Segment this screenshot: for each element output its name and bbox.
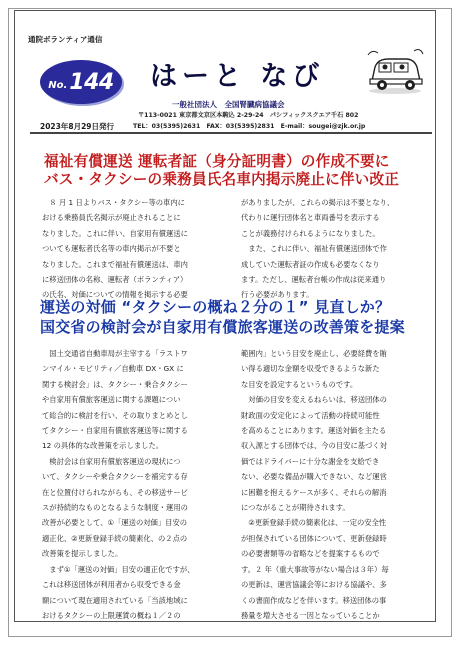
text-line: くの書面作成などを伴います。移送団体の事: [241, 595, 387, 605]
text-line: てタクシー・自家用有償旅客運送等に関する: [42, 426, 188, 436]
text-line: 在と位置付けられながらも、その移送サービ: [42, 487, 188, 497]
text-line: また、これに伴い、福祉有償運送団体で作: [241, 244, 387, 254]
text-line: 国土交通省自動車局が主宰する「ラストワ: [42, 349, 188, 358]
text-line: 検討会は自家用有償旅客運送の現状につ: [42, 456, 181, 466]
text-line: ンマイル・モビリティ／自動車 DX・GX に: [42, 364, 184, 374]
article2-headline-2: 国交省の検討会が自家用有償旅客運送の改善策を提案: [40, 318, 405, 336]
text-line: 収入源とする団体では、今の目安に基づく対: [241, 441, 387, 451]
text-line: なりました。これに伴い、自家用有償運送に: [42, 228, 188, 238]
text-line: に移送団体の名称、運転者（ボランティア）: [42, 275, 188, 285]
text-line: が担保されている団体について、更新登録時: [241, 533, 387, 543]
text-line: 対価の目安を変えるねらいは、移送団体の: [241, 395, 387, 405]
organization-name: 一般社団法人 全国腎臓病協議会: [172, 100, 285, 109]
text-line: 価ではドライバーに十分な謝金を支給でき: [241, 456, 380, 466]
text-line: の更新は、運営協議会等における協議や、多: [241, 580, 387, 590]
text-line: ②更新登録手続の簡素化は、一定の安全性: [241, 518, 387, 528]
text-line: 額について現在適用されている「当該地域に: [42, 595, 188, 605]
text-line: 関する検討会」は、タクシー・乗合タクシー: [42, 379, 188, 389]
text-line: を高めることにあります。運送対価を主たる: [241, 426, 387, 436]
text-line: 範囲内」という目安を廃止し、必要経費を賄: [241, 349, 387, 358]
text-line: 行う必要があります。: [241, 290, 314, 300]
issue-date: 2023年8月29日発行: [40, 122, 115, 131]
text-line: ８ 月 1 日よりバス・タクシー等の車内に: [42, 198, 185, 207]
issue-badge: [40, 60, 122, 104]
text-line: な目安を設定するというものです。: [241, 379, 358, 389]
text-line: スが持続的なものとなるような制度・運用の: [42, 503, 188, 513]
text-line: い得る適切な金額を収受できるような新た: [241, 364, 380, 374]
article1-headline-1: 福祉有償運送 運転者証（身分証明書）の作成不要に: [44, 153, 390, 170]
transport-van-illustration: [366, 45, 424, 95]
text-line: 成していた運転者証の作成も必要なくなり: [241, 259, 380, 269]
contact-line: TEL：03(5395)2631 FAX：03(5395)2831 E-mail：sougei@zjk.or.jp: [133, 123, 366, 130]
text-line: これは移送団体が利用者から収受できる金: [42, 580, 181, 590]
text-line: の必要書類等の省略などを提案するもので: [241, 549, 380, 559]
text-line: 適正化、②更新登録手続の簡素化、の２点の: [42, 533, 188, 543]
article2-left-column: [42, 346, 194, 623]
text-line: おける乗務員氏名掲示が廃止されることに: [42, 213, 181, 223]
text-line: ます。ただし、運転者台帳の作成は従来通り: [241, 275, 387, 285]
text-line: 代わりに運行団体名と車両番号を表示する: [241, 213, 380, 223]
article2-headline-1: 運送の対価 “タクシーの概ね２分の１” 見直しか？: [40, 298, 391, 316]
text-line: いて、タクシーや乗合タクシーを補完する存: [42, 472, 188, 482]
text-line: 務量を増大させる一因となっていることか: [241, 610, 380, 620]
text-line: 財政面の安定化によって活動の持続可能性: [241, 410, 380, 420]
article1-headline-2: バス・タクシーの乗務員氏名車内掲示廃止に伴い改正: [44, 171, 400, 188]
issue-prefix: No.: [48, 79, 68, 91]
text-line: ことが義務付けられるようになりました。: [241, 228, 380, 238]
text-line: や自家用有償旅客運送に関する課題につい: [42, 395, 181, 405]
text-line: て総合的に検討を行い、その取りまとめとし: [42, 410, 188, 420]
organization-address: 〒113-0021 東京都文京区本駒込 2-29-24 パシフィックスクエア千石 802: [138, 112, 359, 119]
text-line: 12 の具体的な改善策を示しました。: [42, 441, 164, 451]
text-line: 改善策を提示しました。: [42, 549, 123, 559]
text-line: 改善が必要として、①「運送の対価」目安の: [42, 518, 188, 528]
issue-number: 144: [69, 69, 114, 95]
text-line: の氏名、対価についての情報を掲示する必要: [42, 290, 188, 300]
text-line: まず①「運送の対価」目安の適正化ですが、: [42, 564, 195, 574]
article2-right-column: [241, 346, 389, 623]
text-line: ない、必要な備品が購入できない、など運営: [241, 472, 387, 482]
series-label: 通院ボランティア通信: [28, 35, 103, 44]
newsletter-title: はーと なび: [150, 61, 325, 92]
text-line: なりました。これまで福祉有償運送は、車内: [42, 259, 188, 269]
text-line: す。２ 年（重大事故等がない場合は３年）毎: [241, 564, 389, 574]
text-line: につながることが期待されます。: [241, 503, 350, 513]
text-line: がありましたが、これらの掲示は不要となり、: [241, 198, 395, 207]
article1-right-column: [241, 195, 394, 303]
article1-left-column: [42, 195, 188, 303]
text-line: に困難を抱えるケースが多く、それらの解消: [241, 487, 387, 497]
text-line: おけるタクシーの上限運賃の概ね１／２の: [42, 610, 181, 620]
text-line: ついても運転者氏名等の車内掲示が不要と: [42, 244, 181, 254]
header-divider: [30, 132, 432, 134]
